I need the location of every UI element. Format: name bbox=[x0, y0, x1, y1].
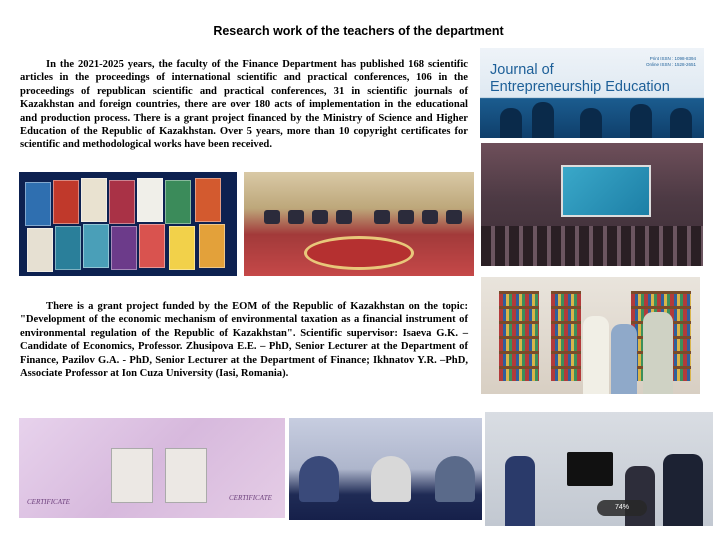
book-cover bbox=[27, 228, 53, 272]
book-cover bbox=[195, 178, 221, 222]
book-cover bbox=[137, 178, 163, 222]
person bbox=[611, 324, 637, 394]
person bbox=[663, 454, 703, 526]
participant bbox=[435, 456, 475, 502]
attendee bbox=[446, 210, 462, 224]
silhouette bbox=[580, 108, 602, 138]
conference-hall-image bbox=[244, 172, 474, 276]
projection-screen bbox=[561, 165, 651, 217]
carpet bbox=[304, 236, 414, 270]
book-cover bbox=[169, 226, 195, 270]
certificate-card bbox=[165, 448, 207, 503]
silhouette bbox=[630, 104, 652, 138]
audience-seats bbox=[481, 226, 703, 266]
book-cover bbox=[139, 224, 165, 268]
zoom-level-badge: 74% bbox=[597, 500, 647, 516]
certificates-image bbox=[19, 418, 285, 518]
book-cover bbox=[55, 226, 81, 270]
attendee bbox=[422, 210, 438, 224]
book-cover bbox=[165, 180, 191, 224]
page-title: Research work of the teachers of the department bbox=[213, 24, 504, 38]
participant bbox=[299, 456, 339, 502]
book-cover bbox=[25, 182, 51, 226]
book-cover bbox=[83, 224, 109, 268]
bookshelf bbox=[499, 291, 539, 381]
journal-issn: Print ISSN : 1098-8394 Online ISSN : 1528-2651 bbox=[645, 56, 696, 67]
office-meeting-image bbox=[485, 412, 713, 526]
intro-paragraph: In the 2021-2025 years, the faculty of the Finance Department has published 168 scientific articles in the proceedings of international scientific and practical conferences, 106 in the proceedings of republican scientific and practical conferences, 31 in scientific journals of Kazakhstan and foreign countries, there are over 180 acts of implementation in the educational and production process. There is a grant project financed by the Ministry of Science and Higher Education of the Republic of Kazakhstan. Over 5 years, more than 10 copyright certificates for scientific and methodological works have been received. bbox=[20, 59, 468, 151]
monitor bbox=[567, 452, 613, 486]
attendee bbox=[288, 210, 304, 224]
attendee bbox=[312, 210, 328, 224]
published-books-image bbox=[19, 172, 237, 276]
grant-paragraph: There is a grant project funded by the EOM of the Republic of Kazakhstan on the topic: "Development of the economic mechanism of environmental taxation as a financial instrument of environmental regulation of the Republic of Kazakhstan". Scientific supervisor: Isaeva G.K. – Candidate of Economics, Professor. Zhusipova E.E. – PhD, Senior Lecturer at the Department of Finance, Pazilov G.A. - PhD, Senior Lecturer at the Department of Finance; Ikhnatov Y.R. –PhD, Associate Professor at Ion Cuza University (Iasi, Romania). bbox=[20, 301, 468, 380]
library-image bbox=[481, 277, 700, 394]
person bbox=[583, 316, 609, 394]
meeting-image bbox=[289, 418, 482, 520]
conference-presentation-image bbox=[481, 143, 703, 266]
person bbox=[643, 312, 673, 394]
journal-title: Journal of Entrepreneurship Education bbox=[490, 62, 670, 95]
certificate-word: CERTIFICATE bbox=[229, 494, 272, 502]
certificate-word: CERTIFICATE bbox=[27, 498, 70, 506]
journal-cover-image bbox=[480, 48, 704, 138]
person bbox=[625, 466, 655, 526]
book-cover bbox=[53, 180, 79, 224]
certificate-card bbox=[111, 448, 153, 503]
book-cover bbox=[81, 178, 107, 222]
silhouette bbox=[500, 108, 522, 138]
silhouette bbox=[670, 108, 692, 138]
bookshelf bbox=[551, 291, 581, 381]
silhouette bbox=[532, 102, 554, 138]
attendee bbox=[336, 210, 352, 224]
attendee bbox=[264, 210, 280, 224]
attendee bbox=[374, 210, 390, 224]
book-cover bbox=[109, 180, 135, 224]
book-cover bbox=[111, 226, 137, 270]
book-cover bbox=[199, 224, 225, 268]
participant bbox=[371, 456, 411, 502]
attendee bbox=[398, 210, 414, 224]
person bbox=[505, 456, 535, 526]
